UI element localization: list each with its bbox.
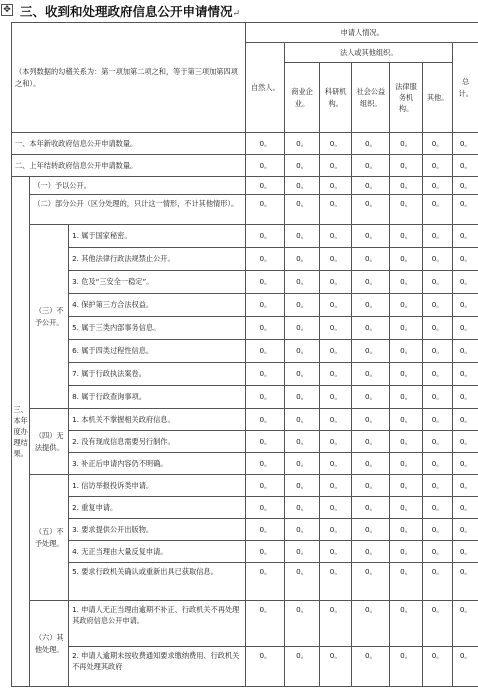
value-cell: 0。	[422, 497, 453, 519]
value-cell: 0。	[246, 647, 285, 687]
value-cell: 0。	[390, 155, 423, 177]
table-row	[12, 248, 478, 271]
value-cell: 0。	[246, 563, 285, 601]
table-move-handle[interactable]: ✥	[1, 4, 13, 16]
value-cell: 0。	[319, 225, 352, 248]
table-row	[12, 431, 478, 453]
value-cell: 0。	[285, 340, 320, 363]
row-label: 6. 属于四类过程性信息。	[69, 340, 246, 363]
value-cell: 0。	[422, 475, 453, 497]
value-cell: 0。	[319, 431, 352, 453]
value-cell: 0。	[285, 155, 320, 177]
table-row	[12, 409, 478, 431]
value-cell: 0。	[453, 386, 478, 409]
legal-person-header: 法人或其他组织。	[285, 43, 453, 63]
value-cell: 0。	[422, 317, 453, 340]
value-cell: 0。	[422, 409, 453, 431]
value-cell: 0。	[285, 431, 320, 453]
value-cell: 0。	[246, 340, 285, 363]
value-cell: 0。	[285, 363, 320, 386]
value-cell: 0。	[422, 248, 453, 271]
value-cell: 0。	[390, 541, 423, 563]
value-cell: 0。	[453, 155, 478, 177]
value-cell: 0。	[285, 541, 320, 563]
value-cell: 0。	[285, 563, 320, 601]
value-cell: 0。	[246, 271, 285, 294]
group-label: （三）不予公开。	[30, 225, 69, 409]
value-cell: 0。	[319, 541, 352, 563]
value-cell: 0。	[285, 475, 320, 497]
value-cell: 0。	[390, 409, 423, 431]
value-cell: 0。	[390, 563, 423, 601]
table-row	[12, 155, 478, 177]
value-cell: 0。	[246, 601, 285, 647]
value-cell: 0。	[453, 409, 478, 431]
legal-service-header: 法律服务机构。	[390, 63, 423, 133]
row-label: 4. 保护第三方合法权益。	[69, 294, 246, 317]
table-row	[12, 386, 478, 409]
value-cell: 0。	[453, 453, 478, 475]
value-cell: 0。	[319, 155, 352, 177]
value-cell: 0。	[352, 225, 390, 248]
value-cell: 0。	[453, 647, 478, 687]
row-label: 1. 信访举报投诉类申请。	[69, 475, 246, 497]
value-cell: 0。	[352, 133, 390, 155]
value-cell: 0。	[246, 294, 285, 317]
value-cell: 0。	[285, 497, 320, 519]
value-cell: 0。	[390, 225, 423, 248]
value-cell: 0。	[352, 453, 390, 475]
value-cell: 0。	[352, 317, 390, 340]
row-label: 一、本年新收政府信息公开申请数量。	[12, 133, 246, 155]
natural-person-header: 自然人。	[246, 43, 285, 133]
table-row	[12, 647, 478, 687]
value-cell: 0。	[453, 225, 478, 248]
value-cell: 0。	[390, 497, 423, 519]
value-cell: 0。	[352, 386, 390, 409]
other-header: 其他。	[422, 63, 453, 133]
value-cell: 0。	[390, 317, 423, 340]
row-label: 3. 危及“三安全一稳定”。	[69, 271, 246, 294]
value-cell: 0。	[422, 155, 453, 177]
value-cell: 0。	[319, 563, 352, 601]
table-row	[12, 497, 478, 519]
value-cell: 0。	[352, 363, 390, 386]
header-note-cell	[12, 23, 246, 133]
value-cell: 0。	[390, 475, 423, 497]
group-label: （四）无法提供。	[30, 409, 69, 475]
value-cell: 0。	[453, 519, 478, 541]
value-cell: 0。	[422, 177, 453, 195]
value-cell: 0。	[422, 541, 453, 563]
table-row	[12, 541, 478, 563]
value-cell: 0。	[246, 431, 285, 453]
value-cell: 0。	[246, 225, 285, 248]
value-cell: 0。	[390, 431, 423, 453]
value-cell: 0。	[422, 225, 453, 248]
value-cell: 0。	[352, 294, 390, 317]
value-cell: 0。	[352, 519, 390, 541]
table-row	[12, 563, 478, 601]
table-row	[12, 177, 478, 195]
value-cell: 0。	[246, 475, 285, 497]
value-cell: 0。	[453, 497, 478, 519]
table-row	[12, 519, 478, 541]
value-cell: 0。	[422, 133, 453, 155]
value-cell: 0。	[453, 317, 478, 340]
value-cell: 0。	[285, 294, 320, 317]
value-cell: 0。	[422, 519, 453, 541]
business-header: 商业企业。	[285, 63, 320, 133]
value-cell: 0。	[453, 541, 478, 563]
value-cell: 0。	[453, 271, 478, 294]
row-label: 1. 属于国家秘密。	[69, 225, 246, 248]
section-three-label: 三、本年度办理结果。	[12, 177, 30, 687]
value-cell: 0。	[453, 475, 478, 497]
value-cell: 0。	[390, 453, 423, 475]
value-cell: 0。	[390, 294, 423, 317]
value-cell: 0。	[422, 386, 453, 409]
value-cell: 0。	[285, 195, 320, 225]
value-cell: 0。	[390, 340, 423, 363]
value-cell: 0。	[453, 195, 478, 225]
value-cell: 0。	[319, 340, 352, 363]
row-label: 3. 补正后申请内容仍不明确。	[69, 453, 246, 475]
value-cell: 0。	[352, 340, 390, 363]
value-cell: 0。	[390, 271, 423, 294]
value-cell: 0。	[352, 195, 390, 225]
value-cell: 0。	[352, 155, 390, 177]
value-cell: 0。	[453, 248, 478, 271]
value-cell: 0。	[285, 409, 320, 431]
value-cell: 0。	[246, 195, 285, 225]
value-cell: 0。	[390, 195, 423, 225]
value-cell: 0。	[453, 294, 478, 317]
header-note: （本列数据的勾稽关系为：第一项加第二项之和，等于第三项加第四项之和）。	[15, 67, 238, 88]
row-label: 2. 重复申请。	[69, 497, 246, 519]
paragraph-mark-icon: ↵	[232, 9, 241, 19]
table-row	[12, 453, 478, 475]
value-cell: 0。	[390, 647, 423, 687]
row-label: 2. 没有现成信息需要另行制作。	[69, 431, 246, 453]
research-header: 科研机构。	[319, 63, 352, 133]
value-cell: 0。	[422, 431, 453, 453]
table-row	[12, 340, 478, 363]
table-row	[12, 133, 478, 155]
row-label: （一）予以公开。	[30, 177, 246, 195]
value-cell: 0。	[246, 453, 285, 475]
table-row	[12, 195, 478, 225]
value-cell: 0。	[246, 133, 285, 155]
table-row	[12, 475, 478, 497]
value-cell: 0。	[422, 453, 453, 475]
row-label: 1. 申请人无正当理由逾期不补正、行政机关不再处理其政府信息公开申请。	[69, 601, 246, 647]
value-cell: 0。	[246, 519, 285, 541]
row-label: 1. 本机关不掌握相关政府信息。	[69, 409, 246, 431]
value-cell: 0。	[319, 177, 352, 195]
value-cell: 0。	[319, 271, 352, 294]
value-cell: 0。	[319, 647, 352, 687]
value-cell: 0。	[285, 647, 320, 687]
value-cell: 0。	[422, 340, 453, 363]
value-cell: 0。	[319, 386, 352, 409]
value-cell: 0。	[352, 248, 390, 271]
value-cell: 0。	[352, 497, 390, 519]
applicant-header: 申请人情况。	[246, 23, 478, 43]
value-cell: 0。	[352, 475, 390, 497]
value-cell: 0。	[285, 601, 320, 647]
value-cell: 0。	[390, 248, 423, 271]
value-cell: 0。	[453, 133, 478, 155]
value-cell: 0。	[390, 363, 423, 386]
value-cell: 0。	[246, 248, 285, 271]
value-cell: 0。	[453, 563, 478, 601]
value-cell: 0。	[319, 475, 352, 497]
value-cell: 0。	[246, 497, 285, 519]
value-cell: 0。	[319, 317, 352, 340]
value-cell: 0。	[246, 177, 285, 195]
table-row	[12, 271, 478, 294]
row-label: 2. 申请人逾期未按收费通知要求缴纳费用、行政机关不再处理其政府	[69, 647, 246, 687]
value-cell: 0。	[285, 519, 320, 541]
value-cell: 0。	[390, 386, 423, 409]
value-cell: 0。	[246, 363, 285, 386]
value-cell: 0。	[352, 647, 390, 687]
value-cell: 0。	[352, 177, 390, 195]
value-cell: 0。	[422, 294, 453, 317]
value-cell: 0。	[246, 317, 285, 340]
value-cell: 0。	[352, 563, 390, 601]
value-cell: 0。	[319, 409, 352, 431]
table-row	[12, 601, 478, 647]
value-cell: 0。	[319, 363, 352, 386]
value-cell: 0。	[285, 271, 320, 294]
value-cell: 0。	[246, 386, 285, 409]
table-row	[12, 363, 478, 386]
value-cell: 0。	[319, 497, 352, 519]
value-cell: 0。	[390, 177, 423, 195]
value-cell: 0。	[319, 294, 352, 317]
value-cell: 0。	[285, 453, 320, 475]
value-cell: 0。	[422, 601, 453, 647]
total-header: 总计。	[453, 43, 478, 133]
value-cell: 0。	[390, 519, 423, 541]
value-cell: 0。	[246, 409, 285, 431]
row-label: 3. 要求提供公开出版物。	[69, 519, 246, 541]
row-label: 8. 属于行政查询事项。	[69, 386, 246, 409]
value-cell: 0。	[352, 601, 390, 647]
value-cell: 0。	[285, 133, 320, 155]
value-cell: 0。	[422, 195, 453, 225]
row-label: 7. 属于行政执法案卷。	[69, 363, 246, 386]
social-welfare-header: 社会公益组织。	[352, 63, 390, 133]
value-cell: 0。	[285, 317, 320, 340]
table-row	[12, 225, 478, 248]
value-cell: 0。	[285, 225, 320, 248]
value-cell: 0。	[246, 541, 285, 563]
table-row	[12, 294, 478, 317]
value-cell: 0。	[390, 133, 423, 155]
section-title: 三、收到和处理政府信息公开申请情况↵	[20, 4, 241, 19]
row-label: 2. 其他法律行政法规禁止公开。	[69, 248, 246, 271]
value-cell: 0。	[319, 248, 352, 271]
value-cell: 0。	[453, 601, 478, 647]
row-label: 4. 无正当理由大量反复申请。	[69, 541, 246, 563]
row-label: 二、上年结转政府信息公开申请数量。	[12, 155, 246, 177]
row-label: 5. 属于三类内部事务信息。	[69, 317, 246, 340]
value-cell: 0。	[453, 431, 478, 453]
row-label: 5. 要求行政机关确认或重新出具已获取信息。	[69, 563, 246, 601]
group-label: （五）不予处理。	[30, 475, 69, 601]
value-cell: 0。	[352, 271, 390, 294]
value-cell: 0。	[285, 386, 320, 409]
value-cell: 0。	[319, 133, 352, 155]
value-cell: 0。	[352, 431, 390, 453]
value-cell: 0。	[352, 541, 390, 563]
value-cell: 0。	[422, 647, 453, 687]
row-label: （二）部分公开（区分处理的，只计这一情形，不计其他情形）。	[30, 195, 246, 225]
value-cell: 0。	[422, 363, 453, 386]
value-cell: 0。	[319, 601, 352, 647]
value-cell: 0。	[285, 177, 320, 195]
value-cell: 0。	[319, 519, 352, 541]
table-row	[12, 317, 478, 340]
group-label: （六）其他处理。	[30, 601, 69, 687]
disclosure-table	[11, 22, 478, 687]
value-cell: 0。	[453, 363, 478, 386]
value-cell: 0。	[319, 195, 352, 225]
value-cell: 0。	[246, 155, 285, 177]
value-cell: 0。	[390, 601, 423, 647]
value-cell: 0。	[453, 340, 478, 363]
value-cell: 0。	[422, 563, 453, 601]
value-cell: 0。	[422, 271, 453, 294]
value-cell: 0。	[319, 453, 352, 475]
value-cell: 0。	[453, 177, 478, 195]
value-cell: 0。	[352, 409, 390, 431]
value-cell: 0。	[285, 248, 320, 271]
